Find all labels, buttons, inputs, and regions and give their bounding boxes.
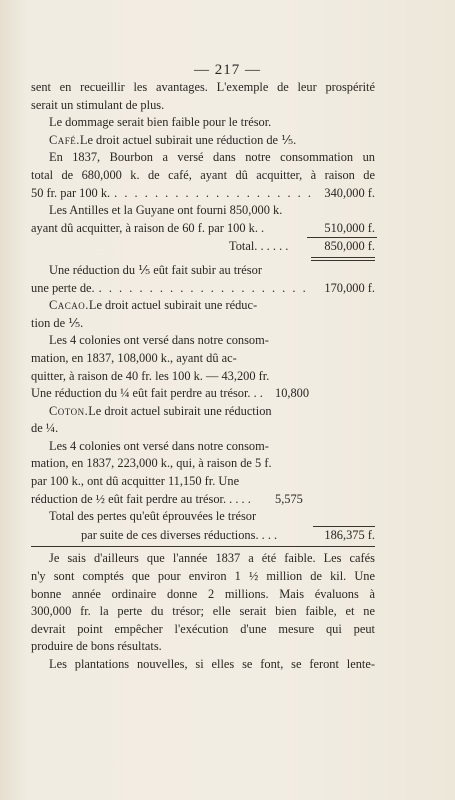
ledger-amount: 186,375 f. (313, 526, 375, 544)
text-line (31, 403, 375, 421)
text-line: Je sais d'ailleurs que l'année 1837 a été faible. Les cafés (49, 551, 375, 566)
ledger-label: une perte de. (31, 280, 95, 295)
text-line: de ¼. (31, 421, 59, 436)
text-line: Les Antilles et la Guyane ont fourni 850,000 k. (49, 203, 283, 218)
ledger-amount: 850,000 f. (324, 239, 375, 254)
ledger-row (31, 385, 375, 403)
text-span: Le droit actuel subirait une réduc- (88, 298, 258, 313)
ledger-label: ayant dû acquitter, à raison de 60 f. par 100 k. . (31, 220, 265, 235)
ledger-label: 50 fr. par 100 k. (31, 185, 111, 200)
total-double-rule (311, 257, 375, 261)
ledger-amount: 170,000 f. (324, 280, 375, 295)
leader-dots (95, 280, 313, 298)
text-line: serait un stimulant de plus. (31, 97, 165, 112)
text-line: par 100 k., ont dû acquitter 11,150 fr. Une (31, 474, 240, 489)
text-span: Le droit actuel subirait une réduction de ⅕. (79, 132, 297, 147)
ledger-total-row (31, 526, 375, 544)
ledger-row (31, 280, 375, 298)
text-line: Total des pertes qu'eût éprouvées le trésor (49, 509, 257, 524)
section-heading-cafe: Café. (49, 132, 80, 147)
text-line: quitter, à raison de 40 fr. les 100 k. — 43,200 fr. (31, 368, 270, 383)
ledger-amount: 5,575 (275, 491, 303, 506)
ledger-label: Une réduction du ¼ eût fait perdre au trésor. . . (31, 386, 263, 401)
ledger-amount: 340,000 f. (324, 185, 375, 200)
text-line: 300,000 fr. la perte du trésor; elle serait bien faible, et ne (31, 604, 375, 619)
text-line: sent en recueillir les avantages. L'exemple de leur prospérité (31, 80, 375, 94)
text-line: n'y sont comptés que pour environ 1 ½ million de kil. Une (31, 569, 375, 584)
page-body (31, 79, 375, 674)
ledger-row (31, 220, 375, 238)
text-line: total de 680,000 k. de café, ayant dû acquitter, à raison de (31, 167, 375, 182)
section-heading-cacao: Cacao. (49, 298, 89, 313)
text-line: mation, en 1837, 108,000 k., ayant dû ac- (31, 350, 237, 365)
text-line: produire de bons résultats. (31, 639, 162, 654)
text-line: Une réduction du ⅕ eût fait subir au trésor (49, 262, 262, 277)
ledger-amount: 10,800 (275, 386, 310, 401)
leader-dots (110, 185, 313, 203)
text-line: tion de ⅕. (31, 315, 84, 330)
ledger-total-row (31, 238, 375, 256)
ledger-row (31, 185, 375, 203)
text-line (31, 132, 375, 150)
ledger-amount: 510,000 f. (324, 220, 375, 235)
text-line: Les 4 colonies ont versé dans notre consom- (49, 438, 269, 453)
text-line: Le dommage serait bien faible pour le trésor. (49, 115, 272, 130)
section-divider (31, 546, 375, 547)
text-line (31, 297, 314, 315)
section-heading-coton: Coton. (49, 403, 89, 418)
ledger-label: par suite de ces diverses réductions. . . . (81, 527, 278, 542)
text-line: En 1837, Bourbon a versé dans notre consommation un (49, 150, 375, 165)
text-line: mation, en 1837, 223,000 k., qui, à raison de 5 f. (31, 456, 272, 471)
ledger-label: Total. . . . . . (229, 239, 289, 254)
page-number: — 217 — (194, 62, 261, 78)
ledger-row (31, 491, 375, 509)
ledger-label: réduction de ½ eût fait perdre au trésor. . . . . (31, 491, 251, 506)
text-line: Les plantations nouvelles, si elles se font, se feront lente- (49, 657, 375, 671)
text-line: devrait point empêcher l'exécution d'une mesure qui peut (31, 621, 375, 636)
text-line: bonne année ordinaire donne 2 millions. Mais évaluons à (31, 586, 375, 601)
text-line: Les 4 colonies ont versé dans notre consom- (49, 333, 269, 348)
text-span: Le droit actuel subirait une réduction (88, 403, 272, 418)
